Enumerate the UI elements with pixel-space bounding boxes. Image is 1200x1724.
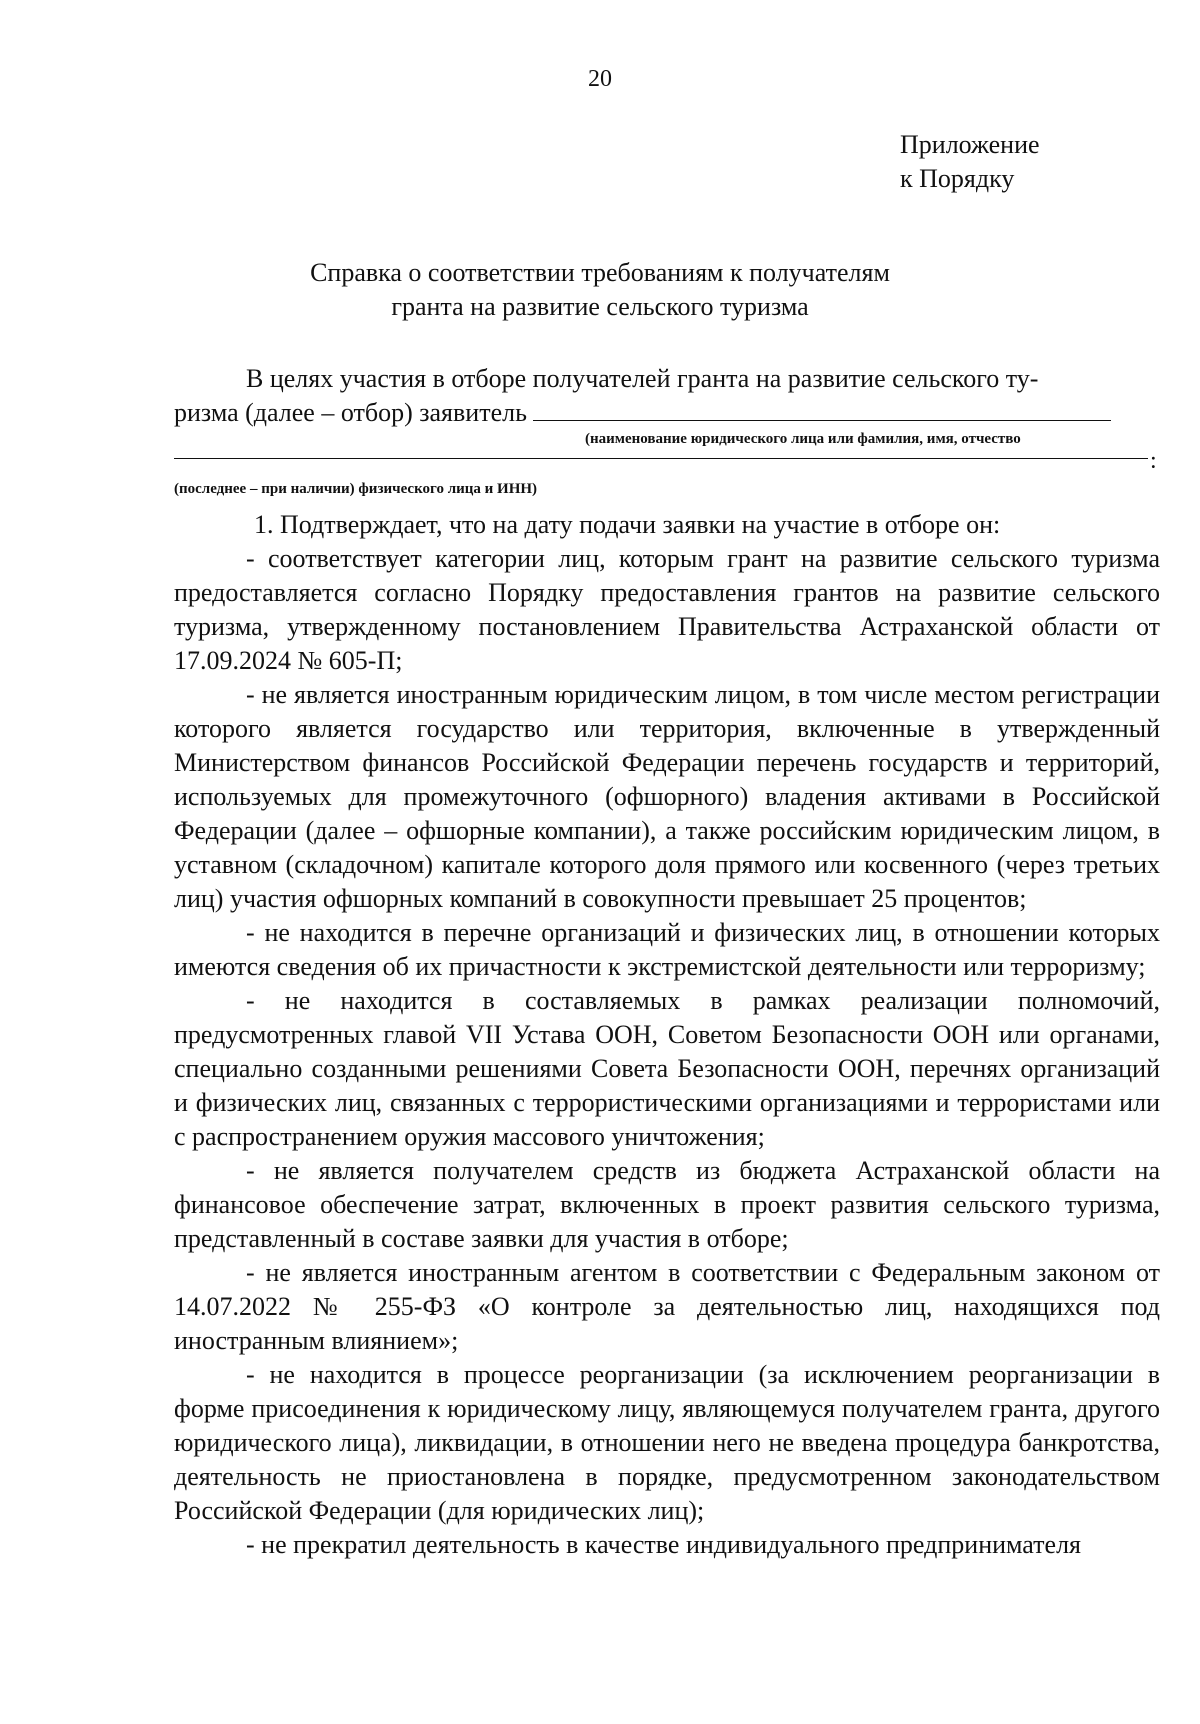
title-line-1: Справка о соответствии требованиям к получателям: [310, 258, 890, 287]
paragraph-9: - не прекратил деятельность в качестве индивидуального предпринимателя: [246, 1530, 1081, 1559]
paragraph-6: - не является получателем средств из бюджета Астраханской области на финансовое обеспечение затрат, включенных в проект развития сельского туризма, представленный в составе заявки для участия в отборе;: [174, 1156, 1160, 1253]
title-line-2: гранта на развитие сельского туризма: [391, 292, 809, 321]
intro-block: [174, 362, 1160, 430]
paragraph-8: - не находится в процессе реорганизации (за исключением реорганизации в форме присоединения к юридическому лицу, являющемуся получателем гранта, другого юридического лица), ликвидации, в отношении него не введена процедура банкротства, деятельность не приостановлена в порядке, предусмотренном законодательством Российской Федерации (для юридических лиц);: [174, 1360, 1160, 1525]
colon-mark: :: [1150, 448, 1157, 474]
paragraph-5: - не находится в составляемых в рамках реализации полномочий, предусмотренных главой VII Устава ООН, Советом Безопасности ООН или органами, специально созданными решениями Совета Безопасности ООН, перечнях организаций и физических лиц, связанных с террористическими организациями и террористами или с распространением оружия массового уничтожения;: [174, 986, 1160, 1151]
document-title: [0, 256, 1200, 324]
requirements-list: [174, 508, 1160, 1562]
intro-line-2-text: ризма (далее – отбор) заявитель: [174, 398, 527, 427]
appendix-line-2: к Порядку: [900, 164, 1015, 193]
appendix-line-1: Приложение: [900, 130, 1040, 159]
applicant-caption-2: (последнее – при наличии) физического лица и ИНН): [174, 481, 538, 497]
paragraph-7: - не является иностранным агентом в соответствии с Федеральным законом от 14.07.2022 № 255-ФЗ «О контроле за деятельностью лиц, находящихся под иностранным влиянием»;: [174, 1258, 1160, 1355]
intro-line-2: [174, 396, 1160, 430]
paragraph-3: - не является иностранным юридическим лицом, в том числе местом регистрации которого является государство или территория, включенные в утвержденный Министерством финансов Российской Федерации перечень государств и территорий, используемых для промежуточного (офшорного) владения активами в Российской Федерации (далее – офшорные компании), а также российским юридическим лицом, в уставном (складочном) капитале которого доля прямого или косвенного (через третьих лиц) участия офшорных компаний в совокупности превышает 25 процентов;: [174, 680, 1160, 913]
applicant-name-blank: [533, 396, 1111, 421]
page-number: 20: [588, 66, 612, 92]
applicant-caption-1: (наименование юридического лица или фамилия, имя, отчество: [585, 431, 1021, 447]
paragraph-1: 1. Подтверждает, что на дату подачи заявки на участие в отборе он:: [254, 510, 1001, 539]
paragraph-2: - соответствует категории лиц, которым грант на развитие сельского туризма предоставляется согласно Порядку предоставления грантов на развитие сельского туризма, утвержденному постановлением Правительства Астраханской области от 17.09.2024 № 605-П;: [174, 544, 1160, 675]
applicant-name-blank-2: [174, 458, 1148, 459]
intro-line-1: В целях участия в отборе получателей гранта на развитие сельского ту-: [246, 364, 1039, 393]
appendix-note: [900, 128, 1040, 196]
paragraph-4: - не находится в перечне организаций и физических лиц, в отношении которых имеются сведения об их причастности к экстремистской деятельности или терроризму;: [174, 918, 1160, 981]
